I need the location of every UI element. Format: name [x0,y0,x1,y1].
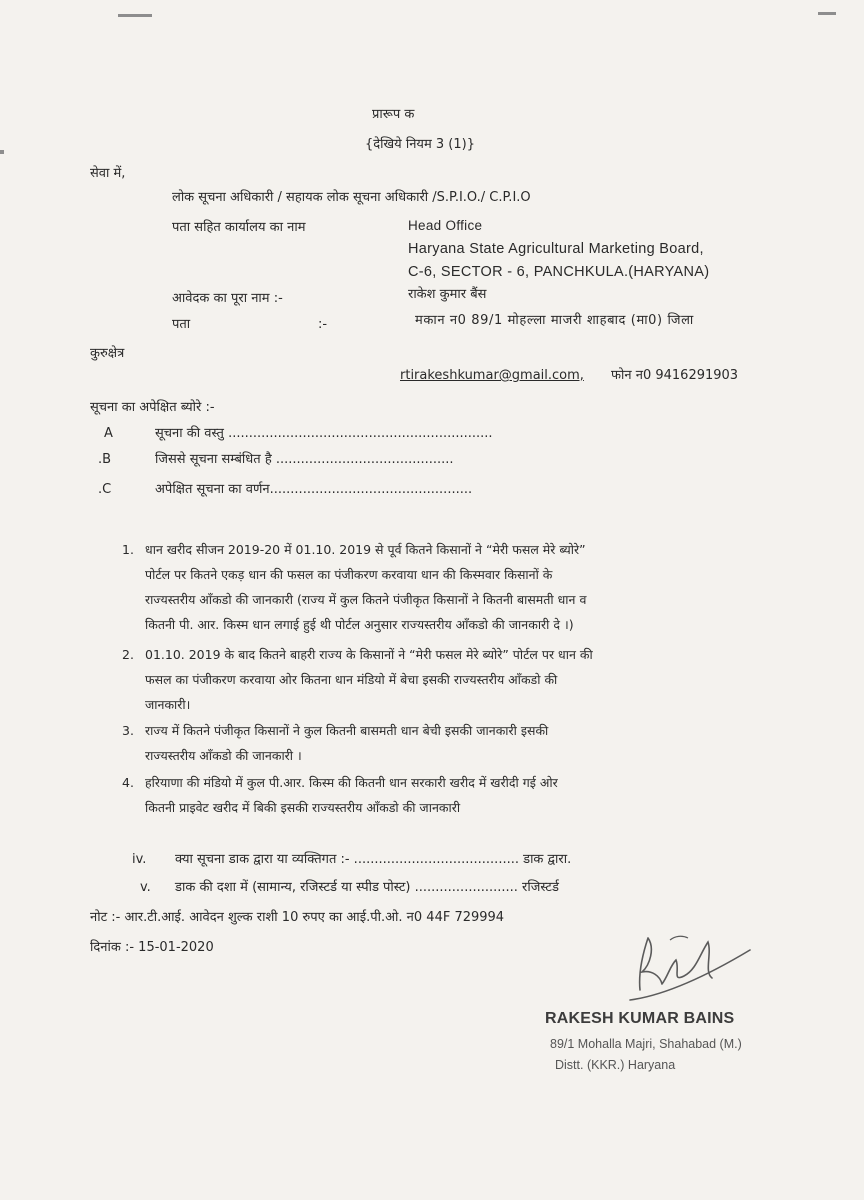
question-line: हरियाणा की मंडियो में कुल पी.आर. किस्म की कितनी धान सरकारी खरीद में खरीदी गई ओर [145,775,558,790]
question-4 [145,770,795,820]
address-colon: :- [318,317,328,332]
office-line-1: Haryana State Agricultural Marketing Board, [408,241,704,257]
applicant-name: राकेश कुमार बैंस [408,287,487,302]
question-line: कितनी पी. आर. किस्म धान लगाई हुई थी पोर्टल अनुसार राज्यस्तरीय आँकडो की जानकारी दे ।) [145,617,574,632]
signature-scribble [600,920,760,1010]
signatory-name: RAKESH KUMAR BAINS [545,1010,735,1027]
email-address: rtirakeshkumar@gmail.com, [400,368,584,383]
office-label: पता सहित कार्यालय का नाम [172,220,306,235]
question-number: 2. [122,647,134,662]
fee-note: नोट :- आर.टी.आई. आवेदन शुल्क राशी 10 रुपए का आई.पी.ओ. न0 44F 729994 [90,910,505,925]
question-number: 3. [122,723,134,738]
question-1 [145,537,795,637]
address-label: पता [172,317,191,332]
question-line: पोर्टल पर कितने एकड़ धान की फसल का पंजीकरण करवाया धान की किस्मवार किसानों के [145,567,553,582]
info-item-text: अपेक्षित सूचना का वर्णन................................................. [155,482,473,497]
address-value: मकान न0 89/1 मोहल्ला माजरी शाहबाद (मा0) जिला [415,313,694,328]
question-line: धान खरीद सीजन 2019-20 में 01.10. 2019 से पूर्व कितने किसानों ने “मेरी फसल मेरे ब्योरे” [145,542,586,557]
info-item-key: .B [98,452,112,467]
question-line: कितनी प्राइवेट खरीद में बिकी इसकी राज्यस्तरीय आँकडो की जानकारी [145,800,461,815]
question-line: राज्यस्तरीय आँकडो की जानकारी । [145,748,302,763]
info-item-key: A [104,426,113,441]
question-line: 01.10. 2019 के बाद कितने बाहरी राज्य के किसानों ने “मेरी फसल मेरे ब्योरे” पोर्टल पर धान की [145,647,593,662]
salutation: सेवा में, [90,166,126,181]
question-line: राज्य में कितने पंजीकृत किसानों ने कुल कितनी बासमती धान बेची इसकी जानकारी इसकी [145,723,549,738]
signatory-district: Distt. (KKR.) Haryana [555,1058,676,1072]
applicant-label: आवेदक का पूरा नाम :- [172,291,283,306]
info-item-text: जिससे सूचना सम्बंधित है ........................................... [155,452,454,467]
office-name: Head Office [408,218,483,233]
delivery-v-number: v. [140,880,151,895]
officer-line: लोक सूचना अधिकारी / सहायक लोक सूचना अधिकारी /S.P.I.O./ C.P.I.O [172,190,531,205]
margin-mark-left [0,150,4,154]
question-2 [145,642,795,717]
info-item-text: सूचना की वस्तु ................................................................ [155,426,493,441]
question-line: राज्यस्तरीय आँकडो की जानकारी (राज्य में कुल कितने पंजीकृत किसानों ने कितनी बासमती धान व [145,592,587,607]
office-line-2: C-6, SECTOR - 6, PANCHKULA.(HARYANA) [408,264,710,280]
signatory-address: 89/1 Mohalla Majri, Shahabad (M.) [550,1037,742,1051]
delivery-mode: क्या सूचना डाक द्वारा या व्यक्तिगत :- ........................................ डाक द्वारा. [175,852,572,867]
delivery-iv-number: iv. [132,852,147,867]
punch-mark-right [818,12,836,15]
application-date: दिनांक :- 15-01-2020 [90,940,214,955]
form-title: प्रारूप क [372,107,415,122]
info-heading: सूचना का अपेक्षित ब्योरे :- [90,400,215,415]
address-continuation: कुरुक्षेत्र [90,346,125,361]
phone-number: फोन न0 9416291903 [611,368,739,383]
question-line: फसल का पंजीकरण करवाया ओर कितना धान मंडियो में बेचा इसकी राज्यस्तरीय आँकडो की [145,672,558,687]
question-3 [145,718,795,768]
punch-mark-top [118,14,152,17]
question-number: 4. [122,775,134,790]
form-rule: {देखिये नियम 3 (1)} [365,137,475,152]
post-type: डाक की दशा में (सामान्य, रजिस्टर्ड या स्पीड पोस्ट) ......................... रजिस्टर्ड [175,880,559,895]
info-item-key: .C [98,482,112,497]
question-number: 1. [122,542,134,557]
question-line: जानकारी। [145,697,191,712]
